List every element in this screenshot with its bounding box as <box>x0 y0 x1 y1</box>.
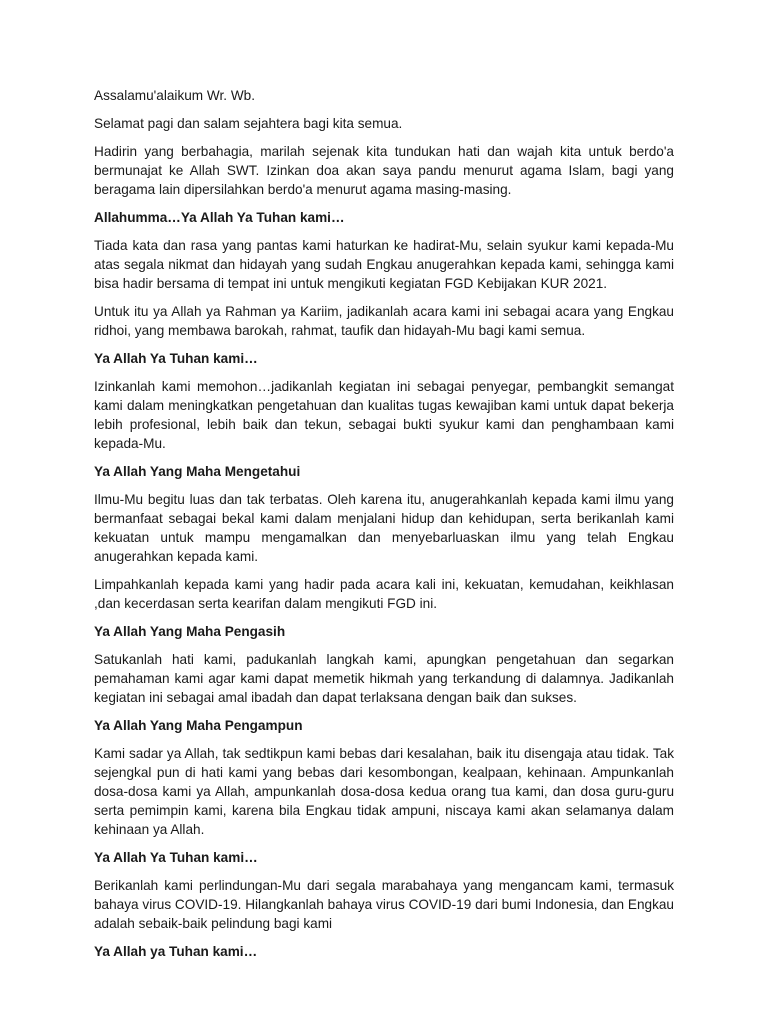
body-paragraph: Izinkanlah kami memohon…jadikanlah kegiatan ini sebagai penyegar, pembangkit semangat kami dalam meningkatkan pengetahuan dan kualitas tugas kewajiban kami untuk dapat bekerja lebih profesional, lebih baik dan tekun, sebagai bukti syukur kami dan penghambaan kami kepada-Mu. <box>94 379 674 451</box>
section-heading: Ya Allah Ya Tuhan kami… <box>94 850 258 865</box>
body-paragraph: Berikanlah kami perlindungan-Mu dari segala marabahaya yang mengancam kami, termasuk bahaya virus COVID-19. Hilangkanlah bahaya virus COVID-19 dari bumi Indonesia, dan Engkau adalah sebaik-baik pelindung bagi kami <box>94 878 674 931</box>
section-heading: Allahumma…Ya Allah Ya Tuhan kami… <box>94 210 345 225</box>
greeting-line: Assalamu'alaikum Wr. Wb. <box>94 88 255 103</box>
section-heading: Ya Allah Yang Maha Pengampun <box>94 718 303 733</box>
section-heading: Ya Allah ya Tuhan kami… <box>94 944 258 959</box>
section-heading: Ya Allah Ya Tuhan kami… <box>94 351 258 366</box>
section-heading: Ya Allah Yang Maha Mengetahui <box>94 464 301 479</box>
intro-paragraph: Hadirin yang berbahagia, marilah sejenak kita tundukan hati dan wajah kita untuk berdo'a bermunajat ke Allah SWT. Izinkan doa akan saya pandu menurut agama Islam, bagi yang beragama lain dipersilahkan berdo'a menurut agama masing-masing. <box>94 144 674 197</box>
body-paragraph: Satukanlah hati kami, padukanlah langkah kami, apungkan pengetahuan dan segarkan pemahaman kami agar kami dapat memetik hikmah yang terkandung di dalamnya. Jadikanlah kegiatan ini sebagai amal ibadah dan dapat terlaksana dengan baik dan sukses. <box>94 652 674 705</box>
body-paragraph: Kami sadar ya Allah, tak sedtikpun kami bebas dari kesalahan, baik itu disengaja atau tidak. Tak sejengkal pun di hati kami yang bebas dari kesombongan, kealpaan, kehinaan. Ampunkanlah dosa-dosa kami ya Allah, ampunkanlah dosa-dosa kedua orang tua kami, dan dosa guru-guru serta pemimpin kami, karena bila Engkau tidak ampuni, niscaya kami akan selamanya dalam kehinaan ya Allah. <box>94 746 674 837</box>
body-paragraph: Tiada kata dan rasa yang pantas kami haturkan ke hadirat-Mu, selain syukur kami kepada-Mu atas segala nikmat dan hidayah yang sudah Engkau anugerahkan kepada kami, sehingga kami bisa hadir bersama di tempat ini untuk mengikuti kegiatan FGD Kebijakan KUR 2021. <box>94 238 674 291</box>
body-paragraph: Untuk itu ya Allah ya Rahman ya Kariim, jadikanlah acara kami ini sebagai acara yang Engkau ridhoi, yang membawa barokah, rahmat, taufik dan hidayah-Mu bagi kami semua. <box>94 304 674 338</box>
opening-salutation: Selamat pagi dan salam sejahtera bagi kita semua. <box>94 116 403 131</box>
body-paragraph: Limpahkanlah kepada kami yang hadir pada acara kali ini, kekuatan, kemudahan, keikhlasan ,dan kecerdasan serta kearifan dalam mengikuti FGD ini. <box>94 577 674 611</box>
body-paragraph: Ilmu-Mu begitu luas dan tak terbatas. Oleh karena itu, anugerahkanlah kepada kami ilmu yang bermanfaat sebagai bekal kami dalam menjalani hidup dan kehidupan, serta berikanlah kami kekuatan untuk mampu mengamalkan dan menyebarluaskan ilmu yang telah Engkau anugerahkan kepada kami. <box>94 492 674 564</box>
section-heading: Ya Allah Yang Maha Pengasih <box>94 624 286 639</box>
